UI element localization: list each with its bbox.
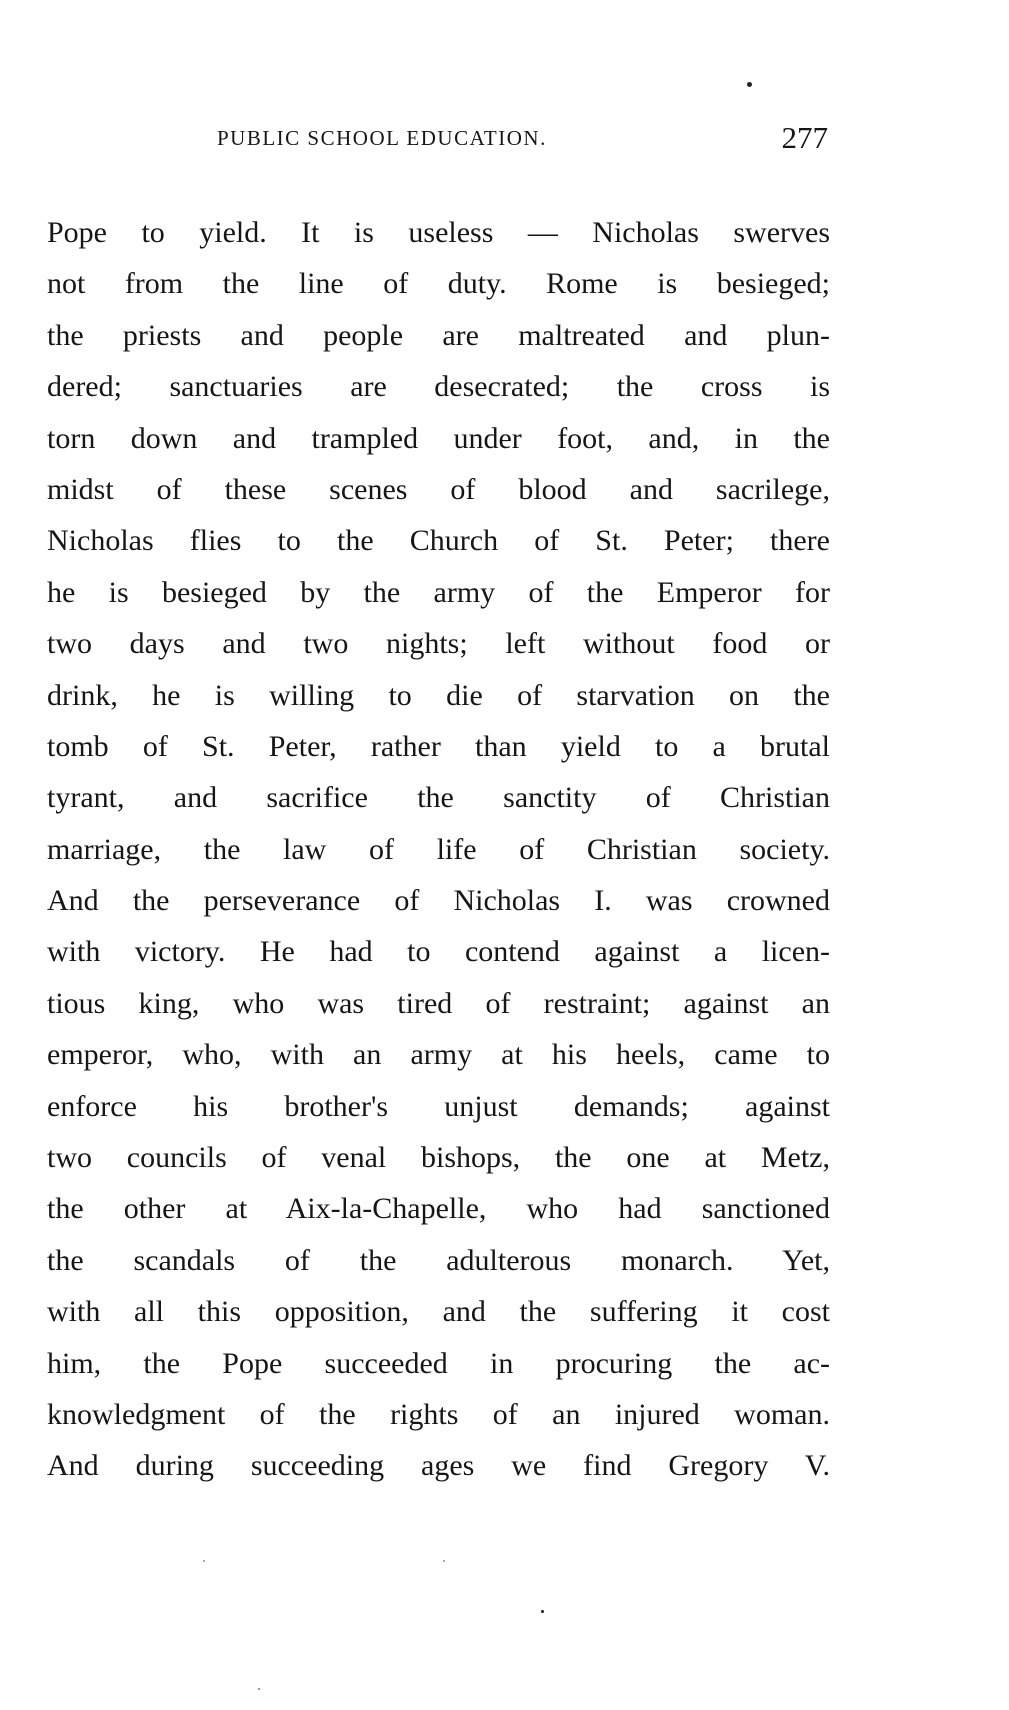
text-line: tyrant, and sacrifice the sanctity of Christian	[47, 781, 830, 815]
text-line: tomb of St. Peter, rather than yield to a brutal	[47, 729, 830, 763]
text-line: two councils of venal bishops, the one at Metz,	[47, 1141, 830, 1175]
text-line: tious king, who was tired of restraint; against an	[47, 986, 830, 1020]
text-line: Pope to yield. It is useless — Nicholas swerves	[47, 216, 830, 249]
running-head	[47, 120, 830, 160]
scan-speck	[258, 1688, 260, 1690]
text-line: with all this opposition, and the suffering it cost	[47, 1295, 830, 1329]
scan-speck	[203, 1560, 205, 1562]
text-line: the other at Aix-la-Chapelle, who had sanctioned	[47, 1192, 830, 1226]
scan-speck	[443, 1560, 445, 1562]
scan-speck	[541, 1610, 544, 1613]
text-line: torn down and trampled under foot, and, in the	[47, 421, 830, 455]
text-line: the priests and people are maltreated and plun-	[47, 318, 830, 352]
text-line: him, the Pope succeeded in procuring the ac-	[47, 1346, 830, 1380]
text-line: Nicholas flies to the Church of St. Peter; there	[47, 524, 830, 558]
text-line: drink, he is willing to die of starvation on the	[47, 678, 830, 712]
text-line: And during succeeding ages we find Gregory V.	[47, 1449, 830, 1483]
text-line: he is besieged by the army of the Emperor for	[47, 575, 830, 609]
text-line: dered; sanctuaries are desecrated; the cross is	[47, 370, 830, 404]
text-line: with victory. He had to contend against a licen-	[47, 935, 830, 969]
running-title: PUBLIC SCHOOL EDUCATION.	[217, 126, 547, 150]
text-line: not from the line of duty. Rome is besieged;	[47, 267, 830, 301]
text-line: emperor, who, with an army at his heels, came to	[47, 1038, 830, 1072]
scan-speck	[747, 82, 752, 87]
page-number: 277	[781, 120, 828, 155]
text-line: the scandals of the adulterous monarch. Yet,	[47, 1243, 830, 1277]
text-line: marriage, the law of life of Christian society.	[47, 832, 830, 866]
text-line: And the perseverance of Nicholas I. was crowned	[47, 884, 830, 918]
text-line: midst of these scenes of blood and sacrilege,	[47, 472, 830, 506]
text-line: knowledgment of the rights of an injured woman.	[47, 1397, 830, 1431]
text-line: enforce his brother's unjust demands; against	[47, 1089, 830, 1123]
text-line: two days and two nights; left without food or	[47, 627, 830, 661]
body-text	[47, 207, 830, 1492]
